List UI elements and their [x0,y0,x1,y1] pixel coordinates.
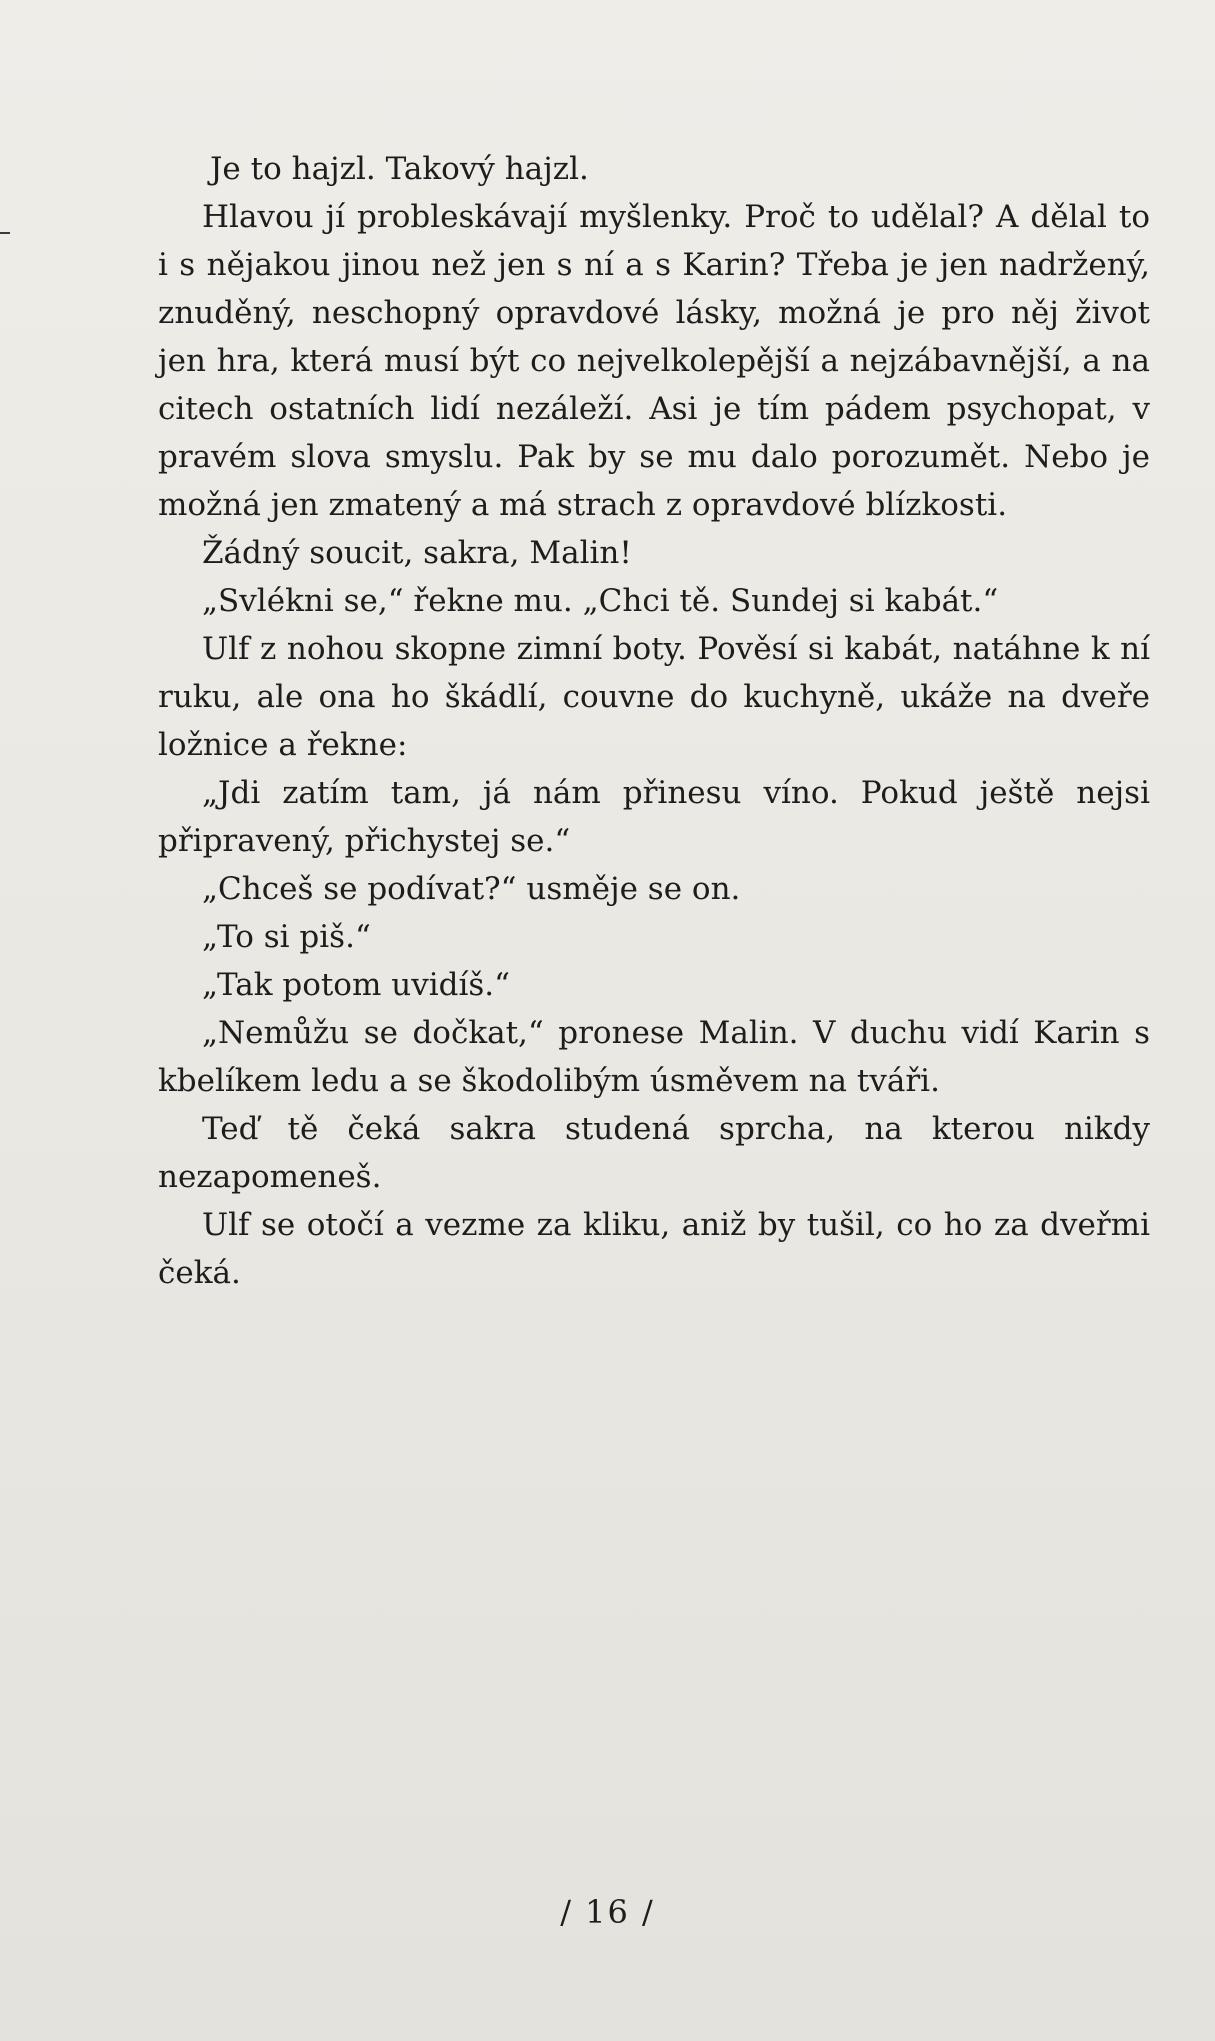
page-number: / 16 / [560,1893,655,1931]
paragraph: Hlavou jí probleskávají myšlenky. Proč to udělal? A dělal to i s nějakou jinou než jen s ní a s Karin? Třeba je jen nadržený, znuděný, neschopný opravdové lásky, možná je pro něj život jen hra, která musí být co nejvelkolepější a nejzábavnější, a na citech ostatních lidí nezáleží. Asi je tím pádem psychopat, v pravém slova smyslu. Pak by se mu dalo porozumět. Nebo je možná jen zmatený a má strach z opravdové blízkosti. [158,199,1150,523]
paragraph: „Svlékni se,“ řekne mu. „Chci tě. Sundej si kabát.“ [202,583,999,619]
paragraph: Teď tě čeká sakra studená sprcha, na kterou nikdy nezapomeneš. [158,1111,1150,1195]
page-text [158,145,1150,1297]
paragraph: „To si piš.“ [202,919,371,955]
margin-mark [0,232,10,234]
paragraph: „Chceš se podívat?“ usměje se on. [202,871,741,907]
paragraph: Ulf se otočí a vezme za kliku, aniž by tušil, co ho za dveřmi čeká. [158,1207,1150,1291]
paragraph: „Nemůžu se dočkat,“ pronese Malin. V duchu vidí Karin s kbelíkem ledu a se škodolibým úsměvem na tváři. [158,1015,1150,1099]
paragraph: Ulf z nohou skopne zimní boty. Pověsí si kabát, natáhne k ní ruku, ale ona ho škádlí, couvne do kuchyně, ukáže na dveře ložnice a řekne: [158,631,1150,763]
paragraph: „Tak potom uvidíš.“ [202,967,510,1003]
paragraph: Je to hajzl. Takový hajzl. [210,151,589,187]
paragraph: Žádný soucit, sakra, Malin! [202,535,632,571]
paragraph: „Jdi zatím tam, já nám přinesu víno. Pokud ještě nejsi připravený, přichystej se.“ [158,775,1150,859]
